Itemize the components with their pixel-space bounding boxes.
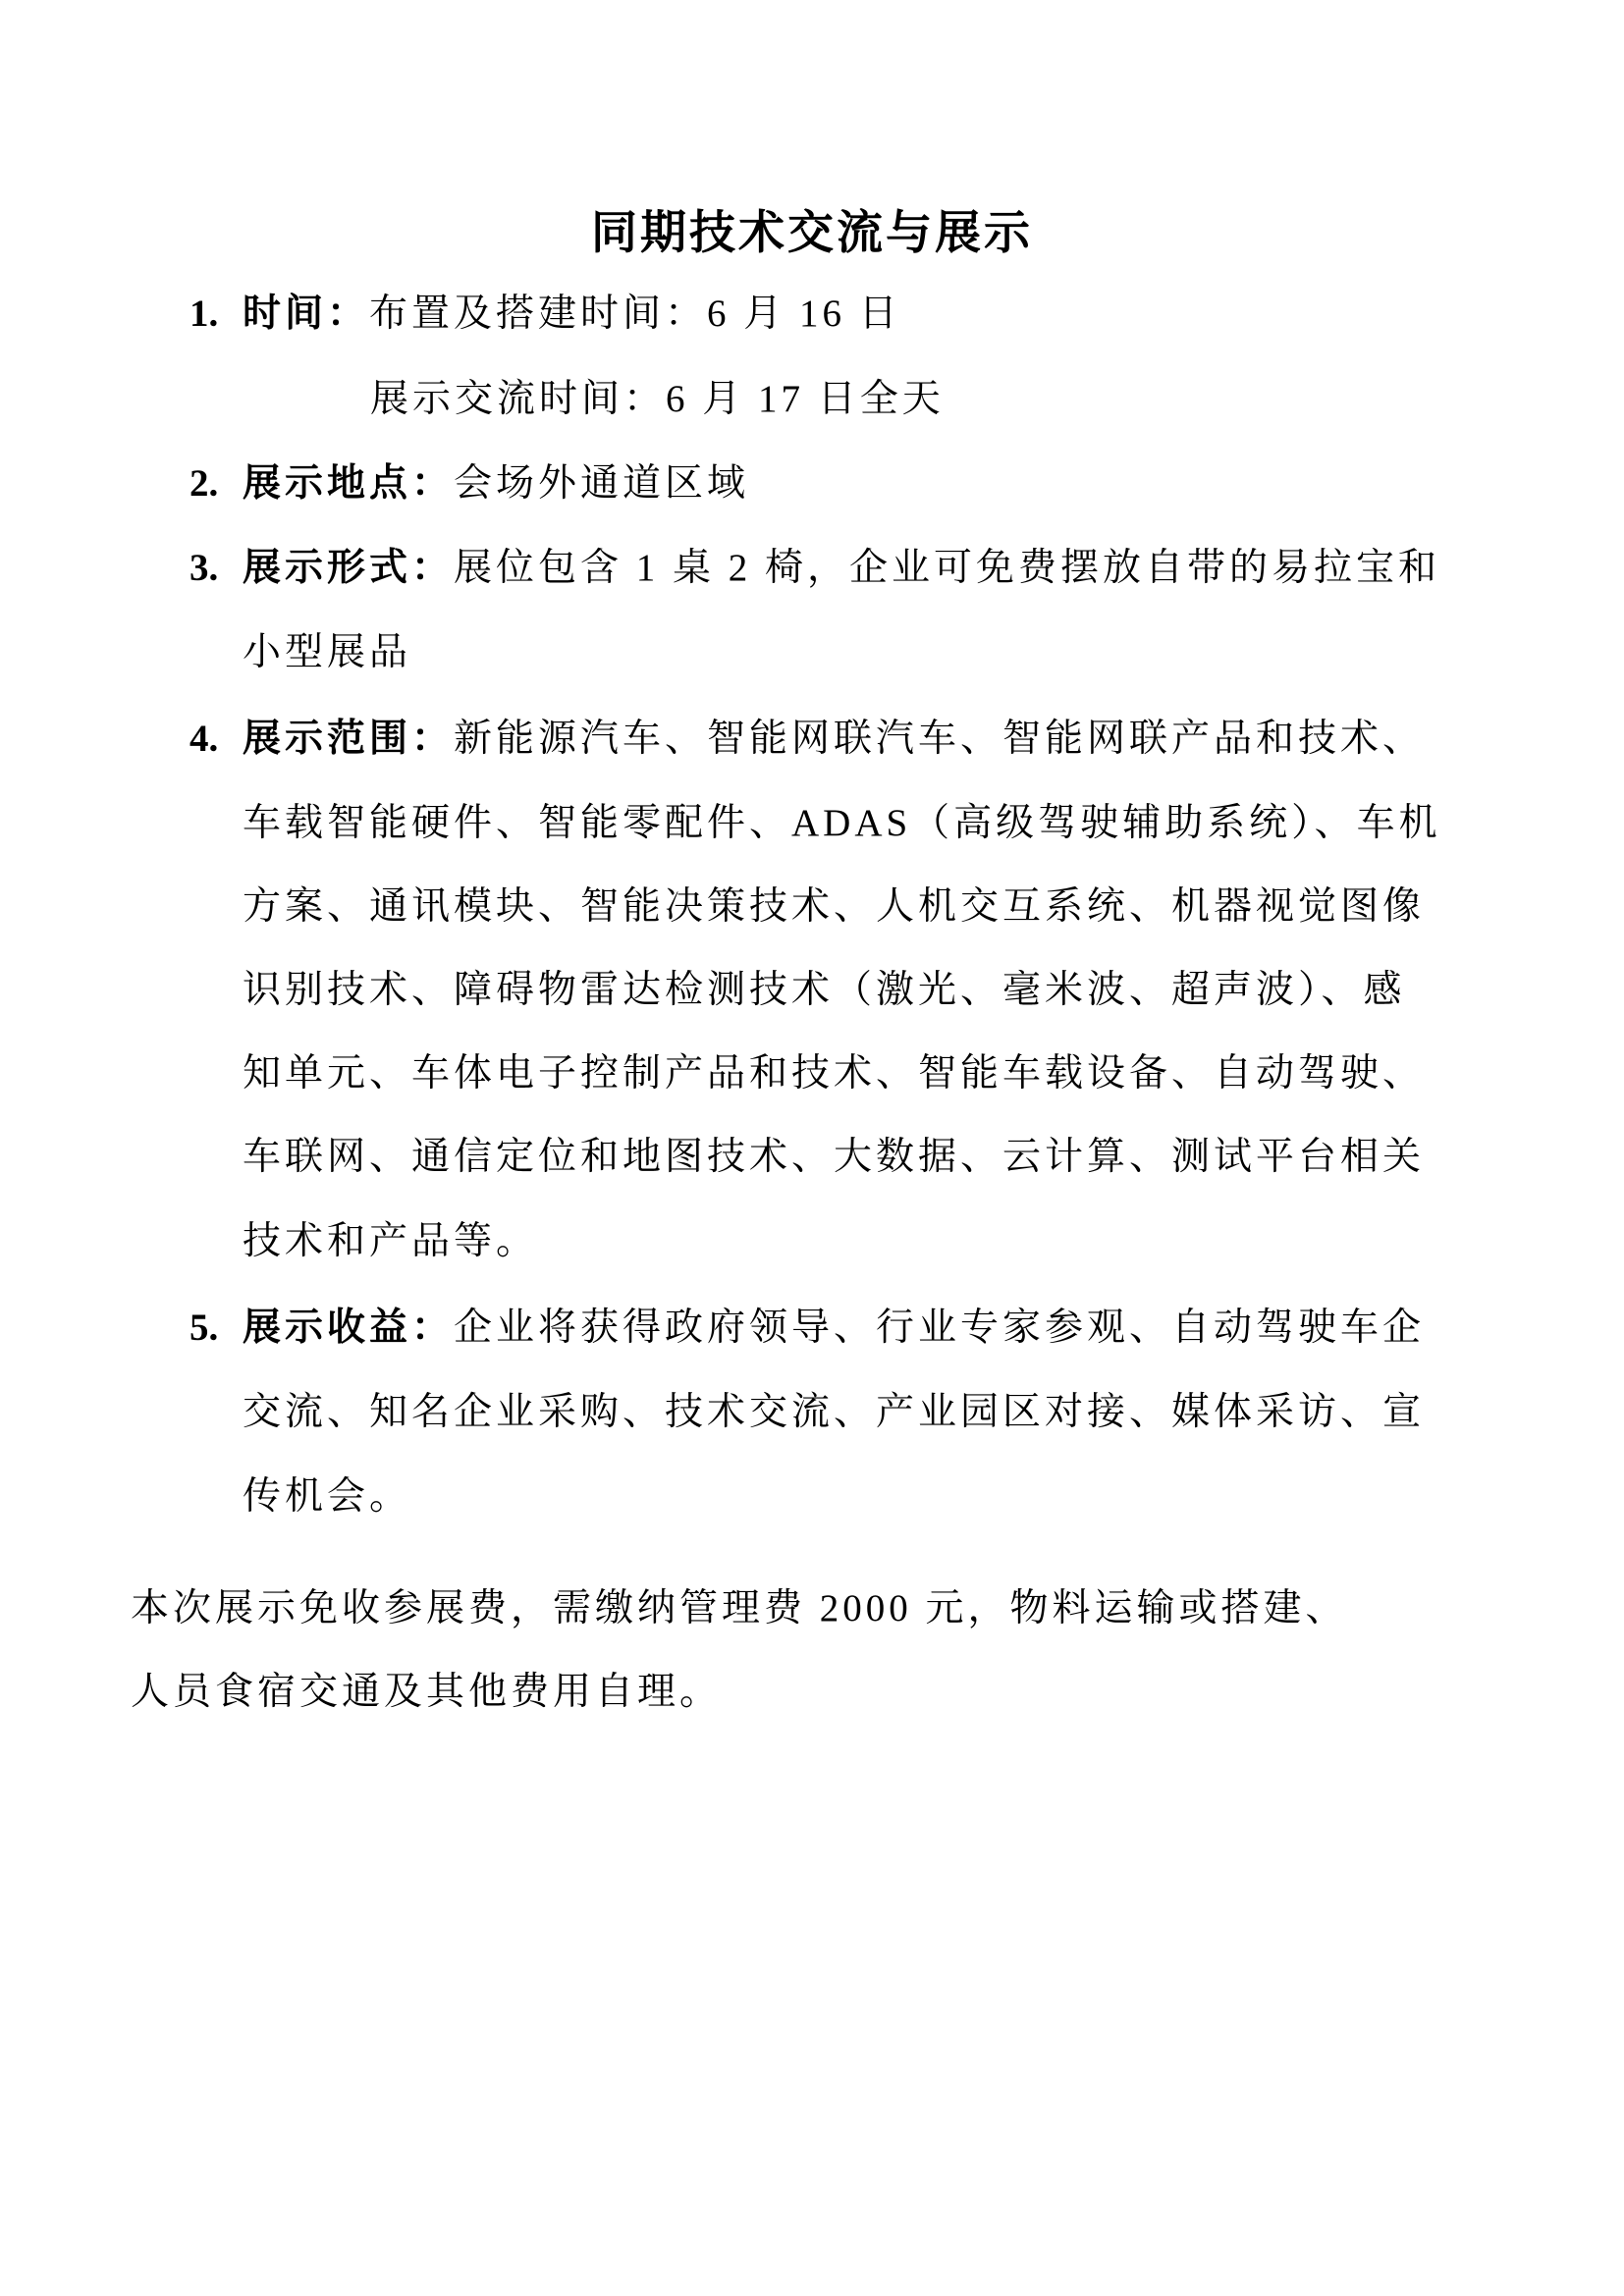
closing-paragraph-line-2 bbox=[131, 1666, 722, 1719]
list-text: 布置及搭建时间：6 月 16 日 bbox=[369, 293, 901, 335]
closing-text: 本次展示免收参展费，需缴纳管理费 2000 元，物料运输或搭建、 bbox=[131, 1587, 1348, 1629]
list-text: 企业将获得政府领导、行业专家参观、自动驾驶车企 bbox=[454, 1307, 1426, 1349]
list-item-4-line-2 bbox=[243, 797, 1441, 850]
list-text: 车载智能硬件、智能零配件、ADAS（高级驾驶辅助系统）、车机 bbox=[243, 802, 1441, 844]
list-item-5-line-1 bbox=[189, 1302, 1425, 1355]
list-item-4-line-3 bbox=[243, 881, 1425, 934]
closing-paragraph-line-1 bbox=[131, 1582, 1348, 1635]
list-item-1-line-2 bbox=[370, 373, 945, 426]
list-item-4-line-5 bbox=[243, 1047, 1425, 1100]
list-number: 3. bbox=[189, 547, 219, 589]
list-text: 小型展品 bbox=[243, 631, 412, 673]
list-number: 5. bbox=[189, 1307, 219, 1349]
list-text: 车联网、通信定位和地图技术、大数据、云计算、测试平台相关 bbox=[243, 1136, 1426, 1178]
list-text: 方案、通讯模块、智能决策技术、人机交互系统、机器视觉图像 bbox=[243, 885, 1426, 928]
list-item-3-line-2 bbox=[243, 626, 411, 679]
list-item-4-line-6 bbox=[243, 1131, 1425, 1184]
list-number: 1. bbox=[189, 293, 219, 335]
list-text: 技术和产品等。 bbox=[243, 1220, 539, 1262]
list-text: 交流、知名企业采购、技术交流、产业园区对接、媒体采访、宣 bbox=[243, 1391, 1426, 1433]
list-label: 展示形式： bbox=[243, 547, 455, 589]
list-label: 时间： bbox=[243, 293, 370, 335]
list-item-4-line-4 bbox=[243, 964, 1406, 1017]
list-label: 展示地点： bbox=[243, 462, 455, 505]
document-title: 同期技术交流与展示 bbox=[591, 208, 1033, 259]
list-text: 传机会。 bbox=[243, 1475, 412, 1518]
list-label: 展示范围： bbox=[243, 718, 455, 760]
list-item-5-line-2 bbox=[243, 1386, 1425, 1439]
list-text: 知单元、车体电子控制产品和技术、智能车载设备、自动驾驶、 bbox=[243, 1052, 1426, 1095]
list-text: 展示交流时间：6 月 17 日全天 bbox=[370, 378, 945, 420]
list-text: 展位包含 1 桌 2 椅，企业可免费摆放自带的易拉宝和 bbox=[454, 547, 1441, 589]
list-item-4-line-7 bbox=[243, 1215, 538, 1268]
list-item-3-line-1 bbox=[189, 542, 1440, 595]
list-text: 会场外通道区域 bbox=[454, 462, 750, 505]
list-number: 2. bbox=[189, 462, 219, 505]
list-text: 识别技术、障碍物雷达检测技术（激光、毫米波、超声波）、感 bbox=[243, 969, 1406, 1011]
list-item-4-line-1 bbox=[189, 713, 1425, 766]
list-item-1-line-1 bbox=[189, 288, 901, 341]
list-text: 新能源汽车、智能网联汽车、智能网联产品和技术、 bbox=[454, 718, 1426, 760]
list-number: 4. bbox=[189, 718, 219, 760]
list-label: 展示收益： bbox=[243, 1307, 455, 1349]
closing-text: 人员食宿交通及其他费用自理。 bbox=[131, 1671, 723, 1713]
list-item-5-line-3 bbox=[243, 1470, 411, 1523]
list-item-2-line-1 bbox=[189, 457, 749, 510]
